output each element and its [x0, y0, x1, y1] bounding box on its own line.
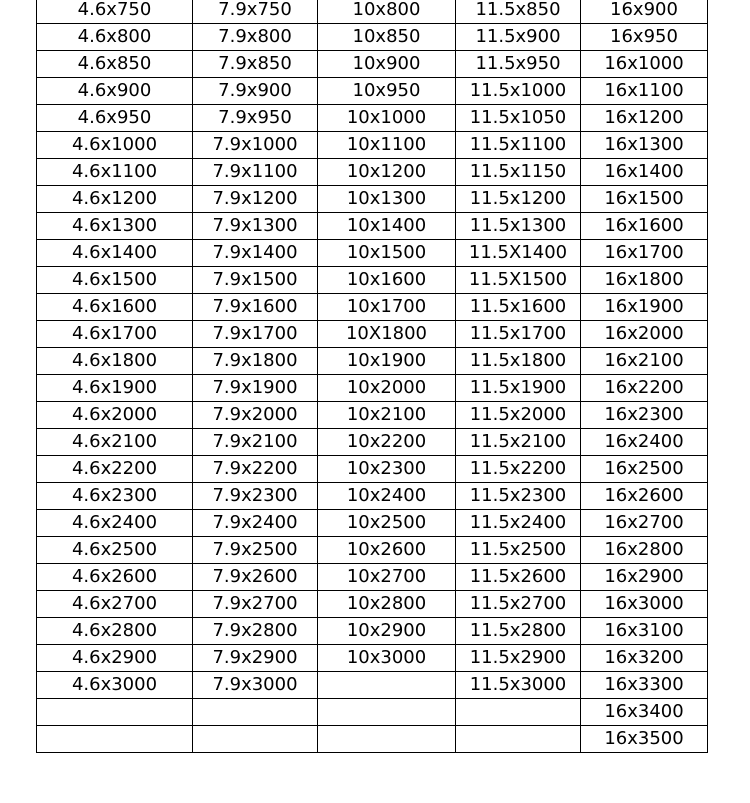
table-cell: 10x2500 [318, 510, 456, 537]
table-cell: 4.6x2900 [37, 645, 193, 672]
table-cell: 4.6x2600 [37, 564, 193, 591]
table-cell: 16x2600 [581, 483, 708, 510]
table-cell: 11.5x1600 [456, 294, 581, 321]
table-cell: 7.9x1500 [193, 267, 318, 294]
table-cell: 11.5x1050 [456, 105, 581, 132]
table-row [37, 699, 708, 726]
table-cell [318, 726, 456, 753]
table-cell: 16x2100 [581, 348, 708, 375]
table-row [37, 321, 708, 348]
table-cell: 11.5X1400 [456, 240, 581, 267]
table-cell: 10x1000 [318, 105, 456, 132]
table-cell: 16x2400 [581, 429, 708, 456]
table-cell: 16x3100 [581, 618, 708, 645]
table-cell: 4.6x1100 [37, 159, 193, 186]
table-cell: 10x1600 [318, 267, 456, 294]
table-cell: 10x2600 [318, 537, 456, 564]
table-cell: 11.5x2600 [456, 564, 581, 591]
table-cell: 4.6x950 [37, 105, 193, 132]
table-row [37, 132, 708, 159]
table-row [37, 402, 708, 429]
table-cell: 16x3400 [581, 699, 708, 726]
table-cell: 10x1700 [318, 294, 456, 321]
table-cell: 7.9x2300 [193, 483, 318, 510]
table-row [37, 645, 708, 672]
table-cell: 7.9x2000 [193, 402, 318, 429]
table-cell: 7.9x2200 [193, 456, 318, 483]
table-row [37, 267, 708, 294]
table-cell: 16x1600 [581, 213, 708, 240]
table-cell: 16x2300 [581, 402, 708, 429]
table-cell: 4.6x2400 [37, 510, 193, 537]
table-row [37, 726, 708, 753]
table-cell: 7.9x1800 [193, 348, 318, 375]
table-row [37, 564, 708, 591]
table-cell: 4.6x850 [37, 51, 193, 78]
table-row [37, 105, 708, 132]
table-row [37, 456, 708, 483]
table-cell: 11.5x2400 [456, 510, 581, 537]
table-cell: 11.5x2100 [456, 429, 581, 456]
table-cell: 10x2900 [318, 618, 456, 645]
table-cell: 16x950 [581, 24, 708, 51]
table-cell: 7.9x950 [193, 105, 318, 132]
table-cell: 7.9x2900 [193, 645, 318, 672]
table-cell: 16x2500 [581, 456, 708, 483]
table-row [37, 375, 708, 402]
table-cell: 11.5x2800 [456, 618, 581, 645]
table-cell: 11.5x850 [456, 0, 581, 24]
table-cell: 16x1100 [581, 78, 708, 105]
table-cell: 7.9x2100 [193, 429, 318, 456]
table-cell: 11.5x2200 [456, 456, 581, 483]
table-cell: 4.6x1500 [37, 267, 193, 294]
table-cell: 7.9x850 [193, 51, 318, 78]
table-cell: 7.9x2400 [193, 510, 318, 537]
table-row [37, 78, 708, 105]
table-cell [456, 726, 581, 753]
table-cell: 10x2200 [318, 429, 456, 456]
table-cell: 10x2400 [318, 483, 456, 510]
table-cell: 4.6x1700 [37, 321, 193, 348]
table-cell: 11.5X1500 [456, 267, 581, 294]
table-row [37, 429, 708, 456]
table-cell: 16x2700 [581, 510, 708, 537]
table-cell: 7.9x1400 [193, 240, 318, 267]
table-cell: 11.5x1150 [456, 159, 581, 186]
table-cell: 10x900 [318, 51, 456, 78]
table-cell: 16x1300 [581, 132, 708, 159]
table-cell: 11.5x2300 [456, 483, 581, 510]
table-row [37, 186, 708, 213]
table-row [37, 51, 708, 78]
table-cell: 7.9x1300 [193, 213, 318, 240]
table-cell: 16x1200 [581, 105, 708, 132]
table-row [37, 618, 708, 645]
table-cell: 10x1900 [318, 348, 456, 375]
table-cell: 16x3000 [581, 591, 708, 618]
table-cell: 10x2100 [318, 402, 456, 429]
sizes-table-body [37, 0, 708, 753]
table-cell: 16x2900 [581, 564, 708, 591]
table-cell: 7.9x800 [193, 24, 318, 51]
table-cell [318, 672, 456, 699]
table-cell: 7.9x900 [193, 78, 318, 105]
table-cell: 16x3200 [581, 645, 708, 672]
table-cell: 16x2200 [581, 375, 708, 402]
table-cell [193, 726, 318, 753]
table-cell: 11.5x2900 [456, 645, 581, 672]
table-cell: 7.9x2700 [193, 591, 318, 618]
table-cell: 10x850 [318, 24, 456, 51]
table-cell: 11.5x1100 [456, 132, 581, 159]
table-cell: 11.5x1800 [456, 348, 581, 375]
table-cell: 10x1500 [318, 240, 456, 267]
table-cell: 16x1700 [581, 240, 708, 267]
table-cell: 11.5x1900 [456, 375, 581, 402]
table-cell: 16x1400 [581, 159, 708, 186]
table-cell: 7.9x2500 [193, 537, 318, 564]
table-row [37, 537, 708, 564]
table-cell: 4.6x2500 [37, 537, 193, 564]
table-row [37, 159, 708, 186]
table-cell: 4.6x2700 [37, 591, 193, 618]
table-cell: 10x1100 [318, 132, 456, 159]
table-cell: 7.9x1100 [193, 159, 318, 186]
sizes-table [36, 0, 708, 753]
table-row [37, 213, 708, 240]
table-cell: 11.5x2000 [456, 402, 581, 429]
table-cell: 10x2300 [318, 456, 456, 483]
table-row [37, 510, 708, 537]
table-cell: 16x3500 [581, 726, 708, 753]
table-cell: 11.5x2700 [456, 591, 581, 618]
table-row [37, 240, 708, 267]
table-cell: 10x1400 [318, 213, 456, 240]
table-cell: 4.6x1600 [37, 294, 193, 321]
table-cell: 4.6x750 [37, 0, 193, 24]
table-cell: 16x1900 [581, 294, 708, 321]
table-cell: 7.9x3000 [193, 672, 318, 699]
table-cell: 10x2000 [318, 375, 456, 402]
table-cell: 7.9x1600 [193, 294, 318, 321]
table-cell: 4.6x1000 [37, 132, 193, 159]
table-row [37, 24, 708, 51]
table-cell: 11.5x3000 [456, 672, 581, 699]
table-cell: 4.6x1400 [37, 240, 193, 267]
table-cell: 10x2700 [318, 564, 456, 591]
table-cell: 11.5x1200 [456, 186, 581, 213]
table-cell: 4.6x900 [37, 78, 193, 105]
table-cell: 4.6x2000 [37, 402, 193, 429]
table-cell: 4.6x1200 [37, 186, 193, 213]
table-cell [318, 699, 456, 726]
table-cell [37, 726, 193, 753]
table-cell: 11.5x1300 [456, 213, 581, 240]
table-cell: 10x950 [318, 78, 456, 105]
table-cell: 4.6x2800 [37, 618, 193, 645]
table-cell: 10x800 [318, 0, 456, 24]
table-cell: 10x3000 [318, 645, 456, 672]
table-cell: 7.9x1200 [193, 186, 318, 213]
table-cell [193, 699, 318, 726]
table-cell: 10x1300 [318, 186, 456, 213]
table-cell: 10X1800 [318, 321, 456, 348]
table-cell: 4.6x2200 [37, 456, 193, 483]
table-cell: 4.6x1800 [37, 348, 193, 375]
table-cell: 10x2800 [318, 591, 456, 618]
table-cell: 7.9x1900 [193, 375, 318, 402]
table-cell: 16x900 [581, 0, 708, 24]
table-cell: 7.9x2600 [193, 564, 318, 591]
table-cell: 16x1000 [581, 51, 708, 78]
table-row [37, 294, 708, 321]
table-row [37, 672, 708, 699]
table-row [37, 591, 708, 618]
table-cell: 10x1200 [318, 159, 456, 186]
table-cell: 11.5x900 [456, 24, 581, 51]
table-cell: 16x2000 [581, 321, 708, 348]
table-cell: 4.6x1300 [37, 213, 193, 240]
table-row [37, 0, 708, 24]
table-cell: 16x1500 [581, 186, 708, 213]
table-cell: 16x3300 [581, 672, 708, 699]
table-cell: 11.5x950 [456, 51, 581, 78]
table-cell: 7.9x1000 [193, 132, 318, 159]
table-row [37, 483, 708, 510]
table-cell: 11.5x1000 [456, 78, 581, 105]
table-cell [456, 699, 581, 726]
table-cell [37, 699, 193, 726]
table-cell: 11.5x2500 [456, 537, 581, 564]
table-cell: 7.9x750 [193, 0, 318, 24]
table-cell: 7.9x2800 [193, 618, 318, 645]
table-cell: 4.6x2100 [37, 429, 193, 456]
table-cell: 4.6x1900 [37, 375, 193, 402]
table-cell: 7.9x1700 [193, 321, 318, 348]
table-cell: 4.6x800 [37, 24, 193, 51]
table-cell: 11.5x1700 [456, 321, 581, 348]
table-cell: 16x2800 [581, 537, 708, 564]
table-cell: 4.6x2300 [37, 483, 193, 510]
table-cell: 16x1800 [581, 267, 708, 294]
table-row [37, 348, 708, 375]
table-cell: 4.6x3000 [37, 672, 193, 699]
